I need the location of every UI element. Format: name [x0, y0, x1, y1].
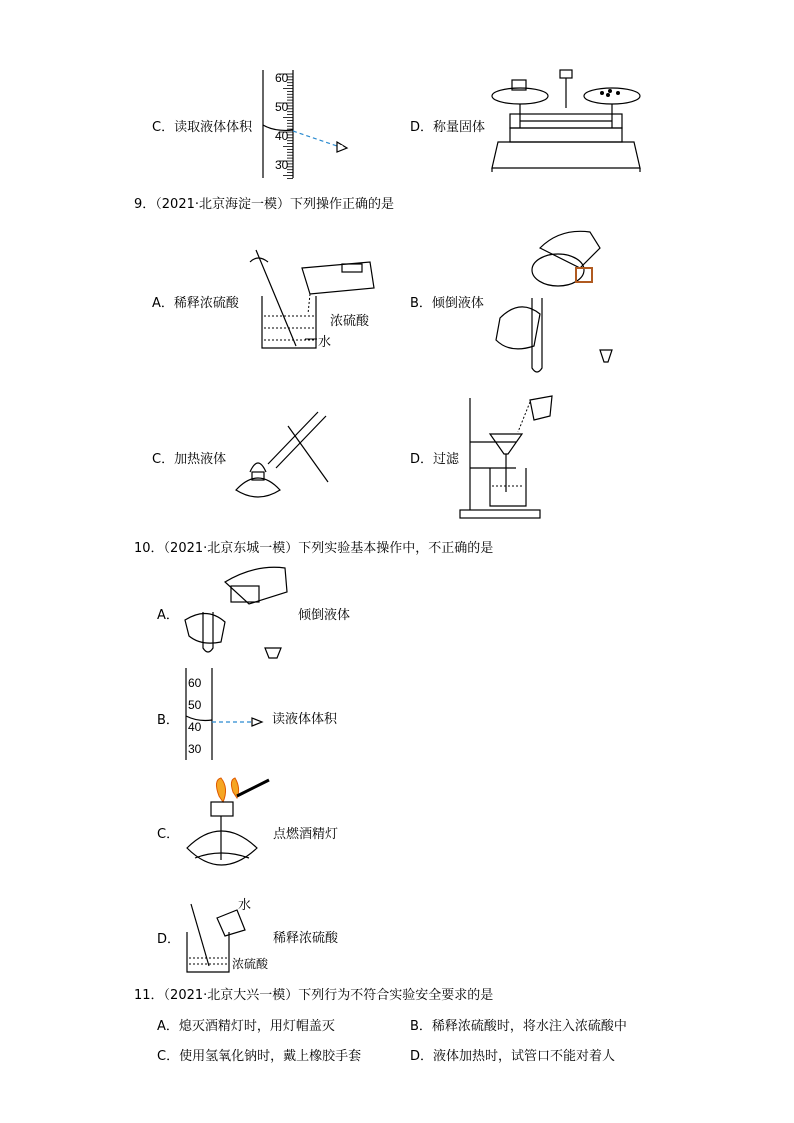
water-pointer	[305, 337, 319, 341]
q10-option-b-text: 读液体体积	[272, 712, 338, 727]
q10-d-water-label: 水	[238, 898, 252, 913]
q9-a-acid-label: 浓硫酸	[330, 314, 370, 329]
q9-option-b-label[interactable]: B．倾倒液体	[410, 296, 484, 311]
balance-scale-figure	[490, 68, 650, 178]
q10-option-c-letter[interactable]: C．	[157, 827, 180, 842]
q10-option-b-letter[interactable]: B．	[157, 713, 179, 728]
q11-option-a[interactable]: A．熄灭酒精灯时，用灯帽盖灭	[157, 1019, 335, 1034]
cylinder-tick-label: 50	[275, 100, 289, 114]
q11-option-b[interactable]: B．稀释浓硫酸时，将水注入浓硫酸中	[410, 1019, 627, 1034]
pour-liquid-figure	[185, 562, 295, 662]
cylinder-tick-label: 30	[275, 158, 289, 172]
cylinder-tick-label: 30	[188, 742, 202, 756]
q9-option-d-label[interactable]: D．过滤	[410, 452, 460, 467]
heat-liquid-figure	[228, 410, 338, 505]
cylinder-tick-label: 50	[188, 698, 202, 712]
q8-option-c-label[interactable]: C．读取液体体积	[152, 120, 253, 135]
q10-option-a-text: 倾倒液体	[298, 608, 351, 623]
dilute-acid-figure	[250, 248, 380, 348]
q9-option-a-label[interactable]: A．稀释浓硫酸	[152, 296, 239, 311]
pour-liquid-figure	[490, 228, 620, 378]
q11-stem: 11．（2021·北京大兴一模）下列行为不符合实验安全要求的是	[134, 988, 494, 1003]
q9-option-c-label[interactable]: C．加热液体	[152, 452, 227, 467]
q8-option-d-label[interactable]: D．称量固体	[410, 120, 486, 135]
q9-stem: 9．（2021·北京海淀一模）下列操作正确的是	[134, 197, 394, 212]
graduated-cylinder-figure	[255, 70, 375, 180]
cylinder-tick-label: 40	[188, 720, 202, 734]
filtration-figure	[460, 392, 570, 522]
q10-option-d-text: 稀释浓硫酸	[273, 931, 339, 946]
cylinder-tick-label: 60	[188, 676, 202, 690]
q10-option-a-letter[interactable]: A．	[157, 608, 179, 623]
q9-a-water-label: 水	[318, 335, 332, 350]
q10-option-d-letter[interactable]: D．	[157, 932, 181, 947]
q10-d-acid-label: 浓硫酸	[232, 957, 269, 971]
q10-option-c-text: 点燃酒精灯	[273, 827, 339, 842]
q11-option-c[interactable]: C．使用氢氧化钠时，戴上橡胶手套	[157, 1049, 362, 1064]
q10-stem: 10．（2021·北京东城一模）下列实验基本操作中，不正确的是	[134, 541, 494, 556]
cylinder-tick-label: 60	[275, 71, 289, 85]
alcohol-lamp-figure	[185, 778, 275, 884]
q11-option-d[interactable]: D．液体加热时，试管口不能对着人	[410, 1049, 616, 1064]
cylinder-tick-label: 40	[275, 129, 289, 143]
